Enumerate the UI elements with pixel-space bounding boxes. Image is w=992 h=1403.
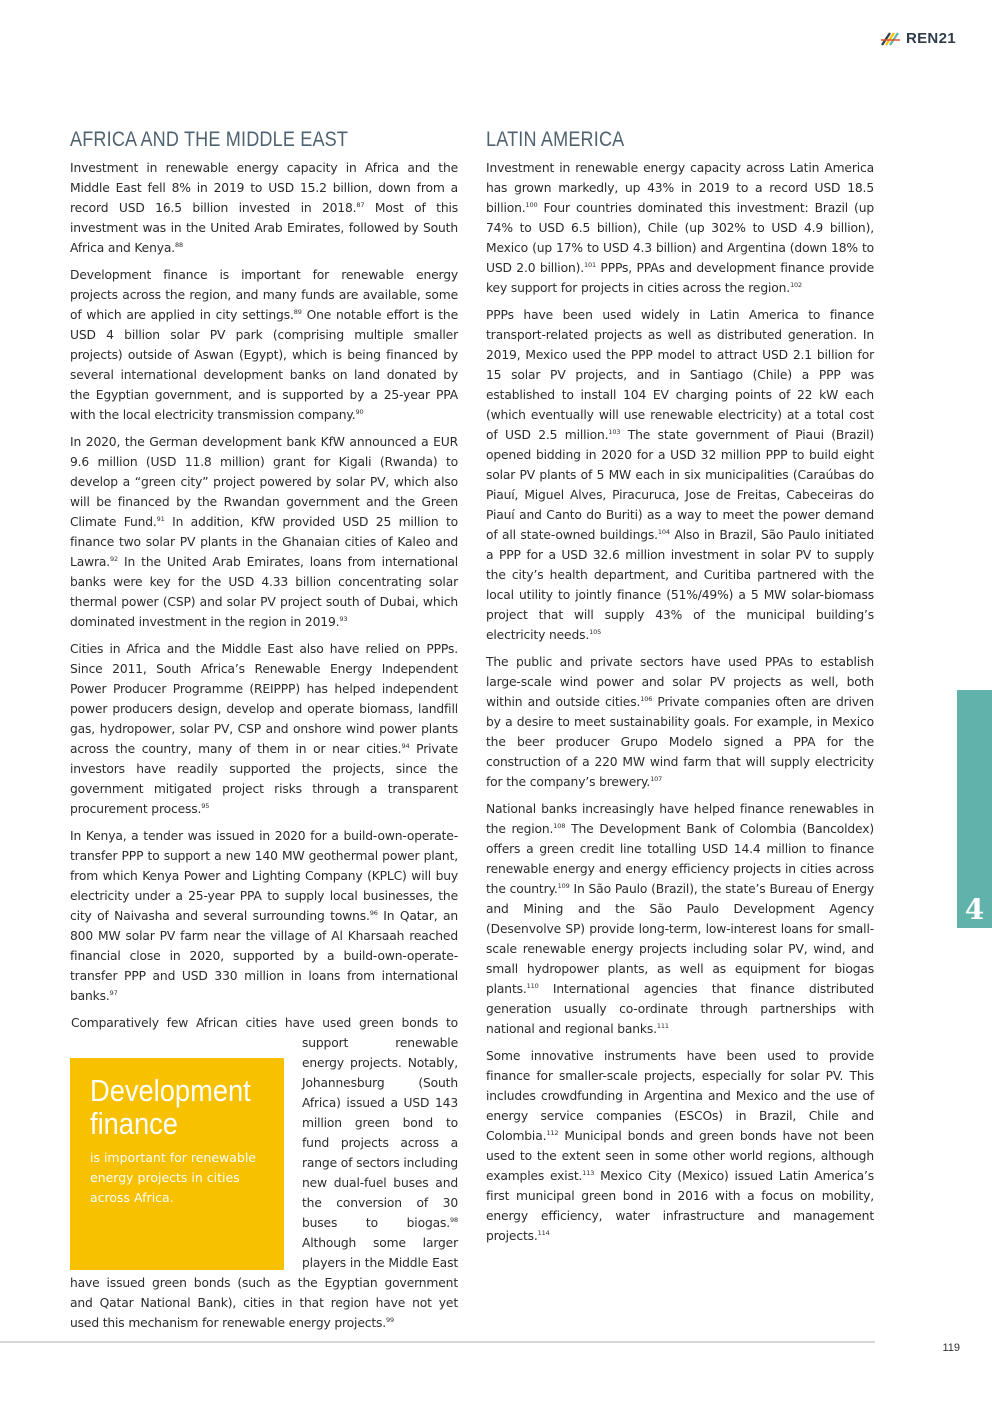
footnote-ref[interactable]: 88 <box>175 240 183 249</box>
logo-text: REN21 <box>906 30 956 47</box>
footer-divider <box>0 1341 875 1343</box>
paragraph <box>486 652 874 792</box>
paragraph-text: PPPs, PPAs and development finance provide key support for projects in cities across the region. <box>486 261 874 295</box>
footnote-ref[interactable]: 90 <box>355 407 364 416</box>
callout-title-line1: Development <box>90 1073 251 1108</box>
callout-text: is important for renewable energy projects in cities across Africa. <box>90 1150 256 1205</box>
footnote-ref[interactable]: 99 <box>386 1315 395 1324</box>
paragraph <box>486 799 874 1039</box>
paragraph-text: Comparatively few African cities have used green bonds to support renewable energy projects. Notably, Johannesburg (South Africa) issued a USD 143 million green bond to fund projects across a range of sectors including new dual-fuel buses and the conversion of 30 buses to biogas. <box>71 1016 458 1230</box>
paragraph <box>70 265 458 425</box>
paragraph-text: Mexico City (Mexico) issued Latin America’s first municipal green bond in 2016 with a focus on mobility, energy efficiency, water infrastructure and management projects. <box>486 1169 874 1243</box>
footnote-ref[interactable]: 87 <box>356 200 365 209</box>
paragraph-text: Investment in renewable energy capacity across Latin America has grown markedly, up 43% in 2019 to a record USD 18.5 billion. <box>486 161 874 215</box>
footnote-ref[interactable]: 107 <box>650 774 663 783</box>
paragraph <box>70 639 458 819</box>
paragraph <box>486 305 874 645</box>
footnote-ref[interactable]: 101 <box>584 260 596 269</box>
footnote-ref[interactable]: 93 <box>339 614 348 623</box>
callout-box <box>70 1058 284 1270</box>
footnote-ref[interactable]: 92 <box>110 554 119 563</box>
footnote-ref[interactable]: 109 <box>557 881 570 890</box>
paragraph-text: In the United Arab Emirates, loans from international banks were key for the USD 4.33 billion concentrating solar thermal power (CSP) and solar PV project south of Dubai, which dominated investment in the region in 2019. <box>70 555 458 629</box>
paragraph-text: Private investors have readily supported the projects, since the government mitigated project risks through a transparent procurement process. <box>70 742 458 816</box>
paragraph-text: In Kenya, a tender was issued in 2020 for a build-own-operate-transfer PPP to support a new 140 MW geothermal power plant, from which Kenya Power and Lighting Company (KPLC) will buy electricity under a 25-year PPA to supply local businesses, the city of Naivasha and several surrounding towns. <box>70 829 458 923</box>
paragraph-text: In 2020, the German development bank KfW announced a EUR 9.6 million (USD 11.8 million) grant for Kigali (Rwanda) to develop a “green city” project powered by solar PV, which also will be financed by the Rwandan government and the Green Climate Fund. <box>70 435 458 529</box>
paragraph-text: Municipal bonds and green bonds have not been used to the extent seen in some other world regions, although examples exist. <box>486 1129 874 1183</box>
ren21-mark-icon <box>880 31 902 47</box>
section-heading-latin-america: LATIN AMERICA <box>486 128 625 151</box>
footnote-ref[interactable]: 96 <box>369 908 378 917</box>
paragraph-text: Also in Brazil, São Paulo initiated a PPP for a USD 32.6 million investment in solar PV to supply the city’s health department, and Curitiba partnered with the local utility to jointly finance (51%/49%) a 5 MW solar-biomass project that will supply 43% of the municipal building’s electricity needs. <box>486 528 874 642</box>
footnote-ref[interactable]: 106 <box>640 694 653 703</box>
footnote-ref[interactable]: 95 <box>201 801 210 810</box>
footnote-ref[interactable]: 108 <box>553 821 566 830</box>
paragraph-text: In São Paulo (Brazil), the state’s Bureau of Energy and Mining and the São Paulo Development Agency (Desenvolve SP) provide long-term, low-interest loans for small-scale renewable energy projects including solar PV, wind, and small hydropower plants, as well as equipment for biogas plants. <box>486 882 874 996</box>
footnote-ref[interactable]: 104 <box>657 527 670 536</box>
paragraph <box>486 1046 874 1246</box>
paragraph-text: The Development Bank of Colombia (Bancoldex) offers a green credit line totalling USD 14.4 million to finance renewable energy and energy efficiency projects in cities across the country. <box>486 822 874 896</box>
callout-title <box>90 1073 251 1141</box>
paragraph-text: Most of this investment was in the United Arab Emirates, followed by South Africa and Kenya. <box>70 201 458 255</box>
paragraph-text: One notable effort is the USD 4 billion solar PV park (comprising multiple smaller projects) outside of Aswan (Egypt), which is being financed by several international development banks on land donated by the Egyptian government, and is supported by a 25-year PPA with the local electricity transmission company. <box>70 308 458 422</box>
callout-title-line2: finance <box>90 1106 178 1141</box>
ren21-logo <box>880 30 956 47</box>
paragraph-text: National banks increasingly have helped finance renewables in the region. <box>486 802 874 836</box>
footnote-ref[interactable]: 89 <box>293 307 302 316</box>
paragraph-text: Private companies often are driven by a desire to meet sustainability goals. For example, in Mexico the beer producer Grupo Modelo signed a PPA for the construction of a 220 MW wind farm that will supply electricity for the company’s brewery. <box>486 695 874 789</box>
paragraph-text: In addition, KfW provided USD 25 million to finance two solar PV plants in the Ghanaian cities of Kaleo and Lawra. <box>70 515 458 569</box>
right-column <box>486 128 874 1253</box>
paragraph <box>70 158 458 258</box>
footnote-ref[interactable]: 114 <box>537 1228 550 1237</box>
footnote-ref[interactable]: 113 <box>582 1168 595 1177</box>
paragraph-text: Although some larger players in the Middle East have issued green bonds (such as the Egyptian government and Qatar National Bank), cities in that region have not yet used this mechanism for renewable energy projects. <box>70 1236 458 1330</box>
footnote-ref[interactable]: 112 <box>546 1128 559 1137</box>
chapter-number: 4 <box>964 893 985 926</box>
footnote-ref[interactable]: 102 <box>790 280 803 289</box>
chapter-tab[interactable] <box>957 690 992 928</box>
paragraph-text: PPPs have been used widely in Latin America to finance transport-related projects as well as distributed generation. In 2019, Mexico used the PPP model to attract USD 2.1 billion for 15 solar PV projects, and in Santiago (Chile) a PPP was established to install 104 EV charging points of 22 kW each (which eventually will use renewable electricity) at a total cost of USD 2.5 million. <box>486 308 874 442</box>
paragraph-text: The state government of Piaui (Brazil) opened bidding in 2020 for a USD 32 million PPP to build eight solar PV plants of 5 MW each in six municipalities (Caraúbas do Piauí, Miguel Alves, Piracuruca, Jose de Freitas, Cabeceiras do Piauí and Canto do Buriti) as a way to meet the power demand of all state-owned buildings. <box>486 428 874 542</box>
footnote-ref[interactable]: 100 <box>525 200 538 209</box>
paragraph-text: Development finance is important for renewable energy projects across the region, and many funds are available, some of which are applied in city settings. <box>70 268 458 322</box>
paragraph-text: The public and private sectors have used PPAs to establish large-scale wind power and solar PV projects as well, both within and outside cities. <box>486 655 874 709</box>
page-number: 119 <box>942 1342 960 1354</box>
paragraph-text: Some innovative instruments have been used to provide finance for smaller-scale projects, especially for solar PV. This includes crowdfunding in Argentina and Mexico and the use of energy service companies (ESCOs) in Brazil, Chile and Colombia. <box>486 1049 874 1143</box>
paragraph-text: Cities in Africa and the Middle East also have relied on PPPs. Since 2011, South Africa’s Renewable Energy Independent Power Producer Programme (REIPPP) has helped independent power producers design, develop and operate biomass, landfill gas, hydropower, solar PV, CSP and onshore wind power plants across the country, many of them in or near cities. <box>70 642 458 756</box>
paragraph-text: Investment in renewable energy capacity in Africa and the Middle East fell 8% in 2019 to USD 15.2 billion, down from a record USD 16.5 billion invested in 2018. <box>70 161 458 215</box>
footnote-ref[interactable]: 97 <box>109 988 118 997</box>
paragraph <box>70 826 458 1006</box>
paragraph-text: International agencies that finance distributed generation usually co-ordinate through partnerships with national and regional banks. <box>486 982 874 1036</box>
footnote-ref[interactable]: 110 <box>526 981 539 990</box>
footnote-ref[interactable]: 105 <box>589 627 602 636</box>
paragraph-text: In Qatar, an 800 MW solar PV farm near the village of Al Kharsaah reached financial close in 2020, supported by a build-own-operate-transfer PPP and USD 330 million in loans from international banks. <box>70 909 458 1003</box>
footnote-ref[interactable]: 103 <box>608 427 621 436</box>
paragraph-text: Four countries dominated this investment: Brazil (up 74% to USD 6.5 billion), Chile (up 302% to USD 4.9 billion), Mexico (up 17% to USD 4.3 billion) and Argentina (down 18% to USD 2.0 billion). <box>486 201 874 275</box>
footnote-ref[interactable]: 111 <box>656 1021 669 1030</box>
footnote-ref[interactable]: 98 <box>450 1215 458 1224</box>
section-heading-africa: AFRICA AND THE MIDDLE EAST <box>70 128 349 151</box>
footnote-ref[interactable]: 94 <box>401 741 410 750</box>
footnote-ref[interactable]: 91 <box>156 514 165 523</box>
paragraph <box>70 432 458 632</box>
paragraph <box>486 158 874 298</box>
